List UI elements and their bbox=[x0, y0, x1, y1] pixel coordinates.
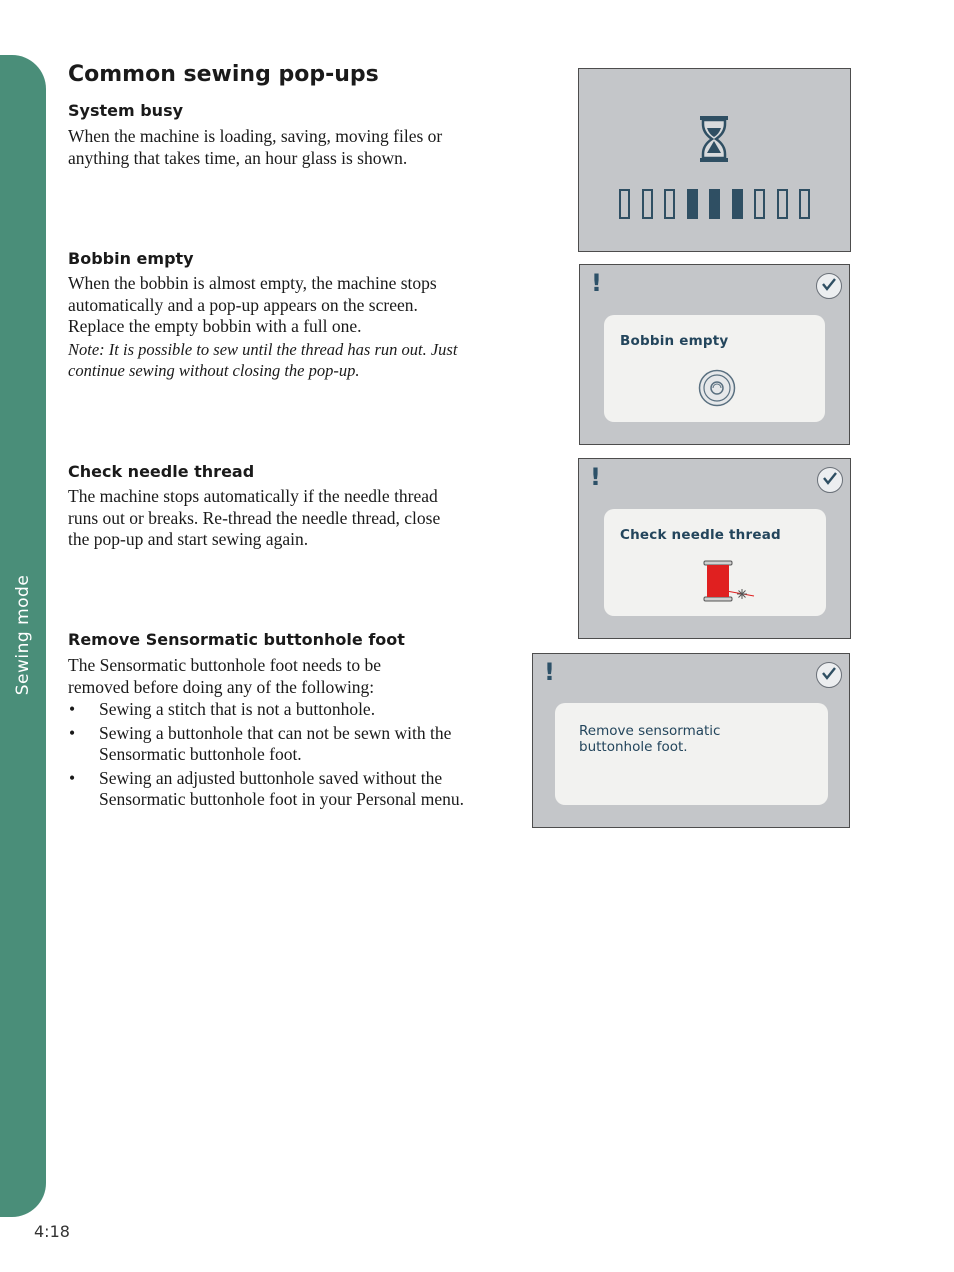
remove-foot-text: The Sensormatic buttonhole foot needs to be removed before doing any of the following: bbox=[68, 655, 381, 697]
progress-segment bbox=[732, 189, 743, 219]
checkmark-icon bbox=[821, 277, 837, 296]
ok-button[interactable] bbox=[817, 467, 843, 493]
progress-segment bbox=[754, 189, 765, 219]
hourglass-icon bbox=[699, 115, 729, 168]
thread-spool-icon bbox=[702, 560, 758, 607]
list-item: • Sewing a stitch that is not a buttonhole. bbox=[69, 699, 376, 719]
alert-icon: ! bbox=[544, 658, 555, 686]
system-busy-text: When the machine is loading, saving, moving files or anything that takes time, an hour glass is shown. bbox=[68, 126, 443, 168]
bobbin-icon bbox=[698, 369, 736, 412]
alert-icon: ! bbox=[590, 463, 601, 491]
remove-foot-heading: Remove Sensormatic buttonhole foot bbox=[68, 630, 405, 649]
check-needle-thread-heading: Check needle thread bbox=[68, 462, 255, 481]
check-needle-thread-popup bbox=[604, 509, 826, 616]
popup-title: Check needle thread bbox=[620, 527, 781, 543]
ok-button[interactable] bbox=[816, 273, 842, 299]
bobbin-empty-heading: Bobbin empty bbox=[68, 249, 194, 268]
progress-segment bbox=[687, 189, 698, 219]
progress-segment bbox=[799, 189, 810, 219]
remove-foot-screen bbox=[532, 653, 850, 828]
alert-icon: ! bbox=[591, 269, 602, 297]
remove-foot-popup bbox=[555, 703, 828, 805]
progress-segment bbox=[642, 189, 653, 219]
progress-segment bbox=[664, 189, 675, 219]
bobbin-empty-screen bbox=[579, 264, 850, 445]
popup-message: Remove sensormatic buttonhole foot. bbox=[579, 723, 721, 755]
progress-segment bbox=[619, 189, 630, 219]
list-item: • Sewing an adjusted buttonhole saved without the Sensormatic buttonhole foot in your Personal menu. bbox=[69, 767, 465, 809]
popup-title: Bobbin empty bbox=[620, 333, 729, 349]
remove-foot-bullet-list bbox=[68, 699, 488, 813]
bobbin-empty-note: Note: It is possible to sew until the thread has run out. Just continue sewing without closing the pop-up. bbox=[68, 340, 458, 380]
check-needle-thread-screen bbox=[578, 458, 851, 639]
side-tab-label: Sewing mode bbox=[13, 574, 33, 696]
bobbin-empty-text: When the bobbin is almost empty, the machine stops automatically and a pop-up appears on the screen. Replace the empty bobbin with a full one. bbox=[68, 273, 437, 336]
system-busy-heading: System busy bbox=[68, 101, 184, 120]
page-number: 4:18 bbox=[34, 1222, 70, 1241]
list-item: • Sewing a buttonhole that can not be sewn with the Sensormatic buttonhole foot. bbox=[69, 722, 452, 764]
progress-bar bbox=[619, 189, 822, 221]
ok-button[interactable] bbox=[816, 662, 842, 688]
check-needle-thread-text: The machine stops automatically if the needle thread runs out or breaks. Re-thread the needle thread, close the pop-up and start sewing again. bbox=[68, 486, 441, 549]
checkmark-icon bbox=[822, 471, 838, 490]
bobbin-empty-popup bbox=[604, 315, 825, 422]
page-title: Common sewing pop-ups bbox=[68, 62, 379, 87]
progress-segment bbox=[709, 189, 720, 219]
checkmark-icon bbox=[821, 666, 837, 685]
system-busy-screen bbox=[578, 68, 851, 252]
progress-segment bbox=[777, 189, 788, 219]
